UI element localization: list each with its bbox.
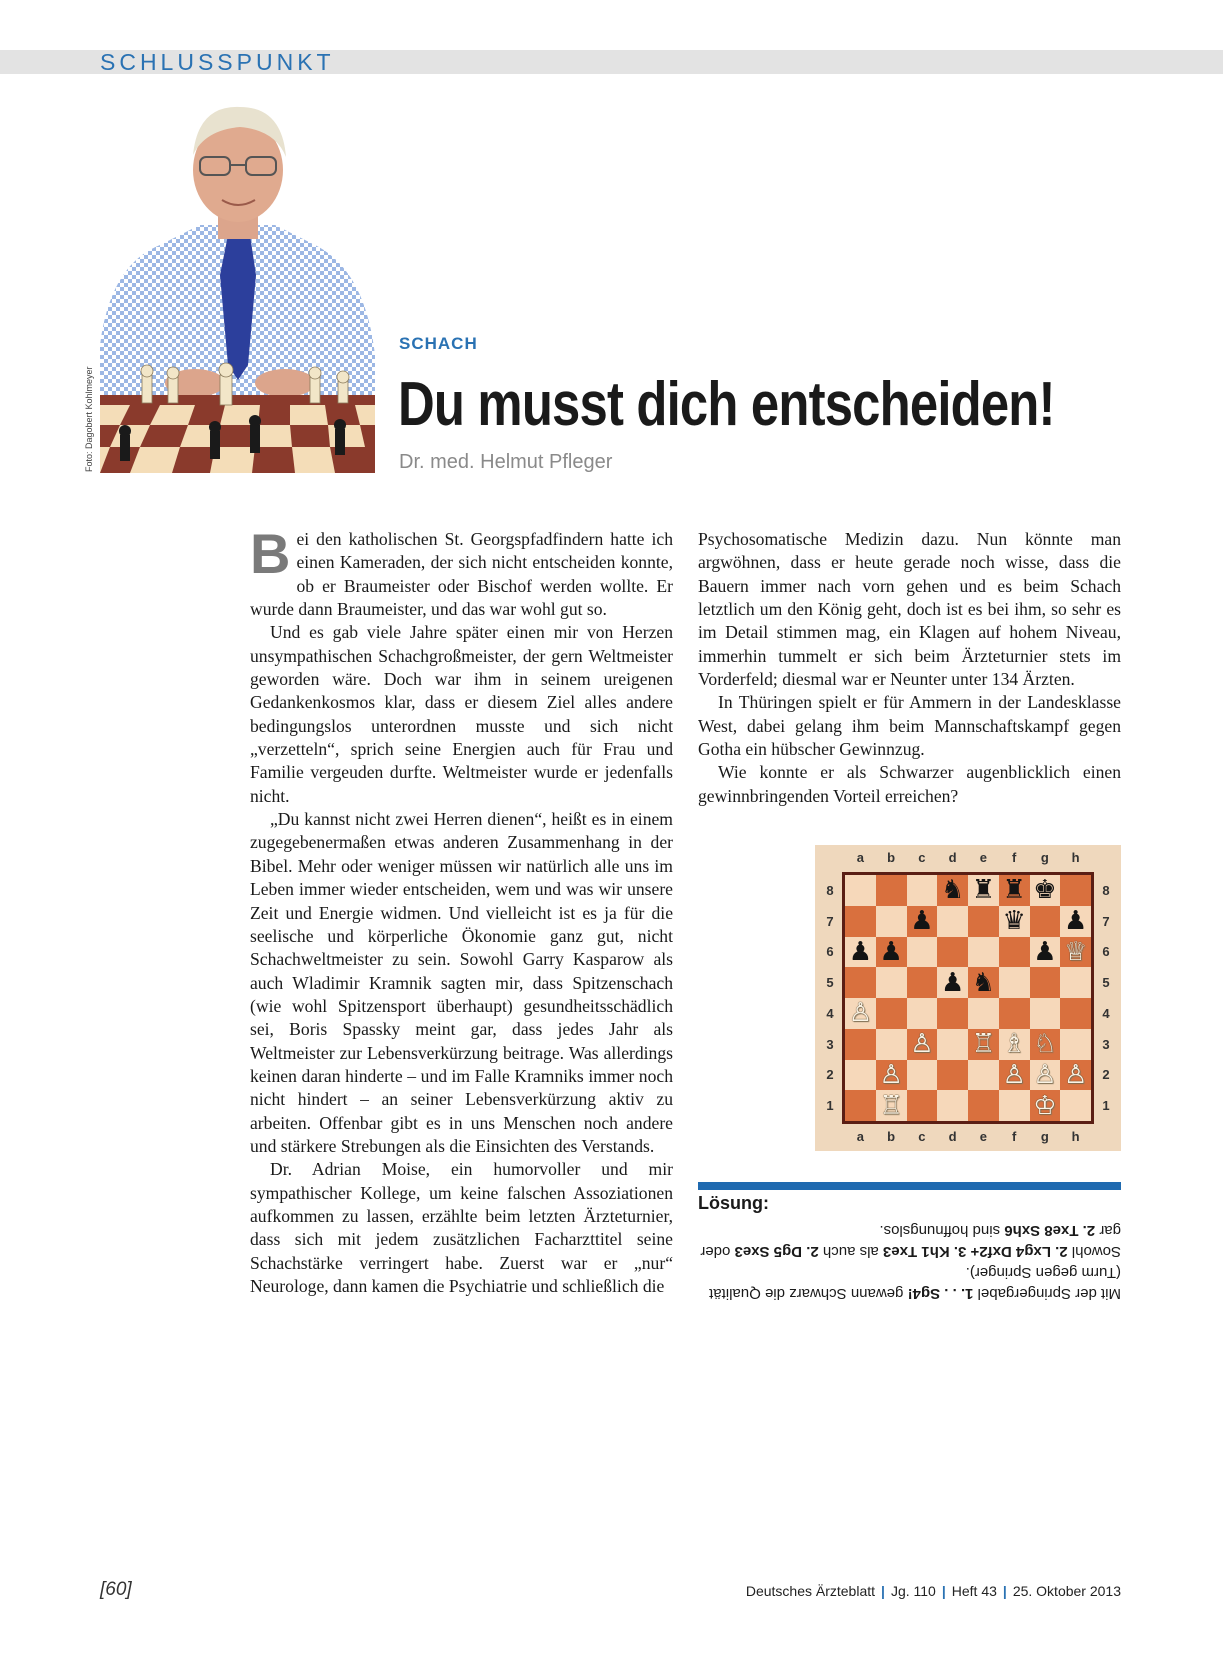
paragraph-7: Wie konnte er als Schwarzer augenblicklich einen gewinnbringenden Vorteil erreichen? [698, 762, 1121, 806]
board-files-bottom [845, 1129, 1091, 1147]
file-label: a [856, 1129, 864, 1144]
footer-separator: | [881, 1583, 885, 1599]
board-square-h6 [1060, 937, 1091, 968]
solution-line-2 [698, 1220, 1121, 1262]
solution-text: sind hoffnungslos. [879, 1222, 1005, 1239]
rank-label: 2 [826, 1067, 834, 1083]
board-square-b1 [876, 1090, 907, 1121]
paragraph-1-text: ei den katholischen St. Georgspfadfindern hatte ich einen Kameraden, der sich nicht entscheiden konnte, ob er Braumeister oder Bischof werden wollte. Er wurde dann Braumeister, und das war wohl gut so. [250, 529, 673, 620]
white-piece: ♖ [879, 1090, 903, 1121]
black-piece: ♟ [940, 967, 965, 998]
rank-label: 2 [1102, 1067, 1110, 1083]
board-square-b3 [876, 1029, 907, 1060]
white-piece: ♙ [1002, 1059, 1026, 1090]
board-square-f6 [999, 937, 1030, 968]
white-piece: ♔ [1033, 1090, 1057, 1121]
white-piece: ♘ [1033, 1029, 1057, 1060]
white-piece: ♙ [848, 998, 873, 1029]
footer-separator: | [941, 1583, 946, 1599]
board-square-g2 [1030, 1060, 1061, 1091]
solution-move: 1. . . Sg4! [907, 1285, 974, 1302]
board-square-g4 [1030, 998, 1061, 1029]
paragraph-2: Und es gab viele Jahre später einen mir von Herzen unsympathischen Schachgroßmeister, der gern Weltmeister geworden wäre. Doch war ihm in seinem ureigenen Gedankenkosmos klar, dass er diesem Ziel alles andere bedingungslos unterordnen musste und sich nicht „verzetteln“, sprich seine Energien auch für Frau und Familie vergeuden durfte. Weltmeister wurde er jedenfalls nicht. [250, 622, 673, 806]
page-number: [60] [100, 1579, 132, 1600]
board-square-a6 [845, 937, 876, 968]
board-square-a4 [845, 998, 876, 1029]
article-kicker: SCHACH [399, 334, 478, 353]
board-square-e2 [968, 1060, 999, 1091]
board-square-c8 [907, 875, 938, 906]
board-square-f2 [999, 1060, 1030, 1091]
board-ranks-left [821, 875, 839, 1121]
article-author: Dr. med. Helmut Pfleger [399, 451, 613, 473]
board-square-f8 [999, 875, 1030, 906]
board-square-h5 [1060, 967, 1091, 998]
solution-text: Mit der Springergabel [973, 1285, 1121, 1302]
rank-label: 7 [826, 913, 834, 929]
file-label: d [948, 850, 957, 865]
board-square-e7 [968, 906, 999, 937]
rank-label: 3 [826, 1036, 834, 1052]
file-label: f [1011, 850, 1017, 865]
journal-name: Deutsches Ärzteblatt [745, 1583, 876, 1599]
solution-text: als auch [818, 1243, 883, 1260]
board-square-b8 [876, 875, 907, 906]
board-square-f5 [999, 967, 1030, 998]
rank-label: 4 [1102, 1005, 1110, 1021]
white-piece: ♗ [1002, 1029, 1026, 1060]
board-ranks-right [1097, 875, 1115, 1121]
board-square-c6 [907, 937, 938, 968]
board-square-f1 [999, 1090, 1030, 1121]
board-square-e5 [968, 967, 999, 998]
drop-cap: B [250, 522, 291, 585]
footer-citation [746, 1583, 1121, 1599]
paragraph-1 [250, 522, 673, 621]
solution-heading: Lösung: [698, 1193, 769, 1213]
file-label: f [1011, 1129, 1017, 1144]
board-square-e1 [968, 1090, 999, 1121]
rank-label: 8 [1102, 882, 1110, 898]
board-square-g8 [1030, 875, 1061, 906]
board-square-h4 [1060, 998, 1091, 1029]
rank-label: 6 [1102, 944, 1110, 960]
solution-text: gewann Schwarz die Qualität (Turm gegen Springer). [709, 1264, 1121, 1302]
black-piece: ♟ [1033, 936, 1057, 967]
board-square-h8 [1060, 875, 1091, 906]
journal-date: 25. Oktober 2013 [1012, 1583, 1121, 1599]
file-label: g [1040, 1129, 1049, 1144]
board-square-h7 [1060, 906, 1091, 937]
board-square-g3 [1030, 1029, 1061, 1060]
board-square-e6 [968, 937, 999, 968]
article-title: Du musst dich entscheiden! [398, 370, 1055, 439]
file-label: a [856, 850, 864, 865]
rank-label: 3 [1102, 1036, 1110, 1052]
board-square-f7 [999, 906, 1030, 937]
rank-label: 1 [1102, 1098, 1110, 1114]
rank-label: 4 [826, 1005, 834, 1021]
board-files-top [845, 850, 1091, 868]
chess-board [842, 872, 1094, 1124]
section-label: SCHLUSSPUNKT [100, 49, 335, 75]
article-column-left [250, 522, 673, 1298]
black-piece: ♞ [971, 967, 996, 998]
board-square-c2 [907, 1060, 938, 1091]
board-square-d4 [937, 998, 968, 1029]
board-square-h1 [1060, 1090, 1091, 1121]
board-square-g1 [1030, 1090, 1061, 1121]
journal-volume: Jg. 110 [890, 1583, 936, 1599]
board-square-c5 [907, 967, 938, 998]
board-square-a2 [845, 1060, 876, 1091]
board-square-h2 [1060, 1060, 1091, 1091]
solution-text: oder gar [700, 1222, 1121, 1260]
file-label: e [979, 850, 987, 865]
white-piece: ♙ [910, 1029, 934, 1060]
board-square-f3 [999, 1029, 1030, 1060]
board-square-c3 [907, 1029, 938, 1060]
black-piece: ♜ [1002, 875, 1026, 906]
board-square-e8 [968, 875, 999, 906]
board-square-f4 [999, 998, 1030, 1029]
solution-text-upside-down [698, 1220, 1121, 1304]
rank-label: 5 [1102, 975, 1110, 991]
board-square-d2 [937, 1060, 968, 1091]
board-square-b5 [876, 967, 907, 998]
board-square-c7 [907, 906, 938, 937]
file-label: g [1040, 850, 1049, 865]
chess-diagram [815, 845, 1121, 1151]
author-photo [100, 95, 375, 473]
board-square-g7 [1030, 906, 1061, 937]
board-square-d7 [937, 906, 968, 937]
black-piece: ♚ [1033, 875, 1057, 906]
board-square-a5 [845, 967, 876, 998]
file-label: c [918, 1129, 926, 1144]
white-piece: ♖ [971, 1029, 996, 1060]
article-column-right [698, 528, 1121, 808]
paragraph-5: Psychosomatische Medizin dazu. Nun könnte man argwöhnen, dass er heute gerade noch wisse, dass die Bauern immer nach vorn gehen und es beim Schach letztlich um den König geht, doch ist es bei ihm, so sehr es im Detail stimmen mag, ein Klagen auf hohem Niveau, immerhin tummelt er sich beim Ärzteturnier stets im Vorderfeld; diesmal war er Neunter unter 134 Ärzten. [698, 529, 1121, 690]
rank-label: 8 [826, 882, 834, 898]
board-square-g6 [1030, 937, 1061, 968]
board-square-b4 [876, 998, 907, 1029]
solution-move: 2. Dg5 Sxe3 [734, 1243, 819, 1260]
white-piece: ♙ [879, 1059, 903, 1090]
black-piece: ♜ [971, 875, 996, 906]
chess-board-grid [845, 875, 1091, 1121]
journal-issue: Heft 43 [951, 1583, 997, 1599]
white-piece: ♕ [1063, 936, 1088, 967]
black-piece: ♛ [1002, 906, 1026, 937]
file-label: h [1071, 850, 1080, 865]
black-piece: ♞ [940, 875, 965, 906]
paragraph-3: „Du kannst nicht zwei Herren dienen“, heißt es in einem zugegebenermaßen etwas anderen Zusammenhang in der Bibel. Mehr oder weniger müssen wir natürlich alle uns im Leben immer wieder entscheiden, wem und was wir unsere Zeit und Energie widmen. Und vielleicht ist es ja für die seelische und körperliche Ökonomie ganz gut, nicht Schachweltmeister zu sein. Sowohl Garry Kasparow als auch Wladimir Kramnik sagten mir, dass Spitzenschach (wie wohl Spitzensport überhaupt) gesundheitsschädlich sei, Boris Spassky meint gar, dass jedes Jahr als Weltmeister zur Lebensverkürzung beitrage. Was allerdings keinen daran hinderte – und im Falle Kramniks immer noch nicht hindert – an seiner Lebensverkürzung aktiv zu arbeiten. Offenbar gibt es in uns Menschen noch andere und stärkere Strebungen als die Einsichten des Verstands. [250, 809, 673, 1156]
file-label: c [918, 850, 926, 865]
file-label: d [948, 1129, 957, 1144]
board-square-d1 [937, 1090, 968, 1121]
solution-text: Sowohl [1067, 1243, 1121, 1260]
board-square-d5 [937, 967, 968, 998]
file-label: h [1071, 1129, 1080, 1144]
rank-label: 1 [826, 1098, 834, 1114]
black-piece: ♟ [1063, 906, 1088, 937]
file-label: b [887, 850, 896, 865]
board-square-b2 [876, 1060, 907, 1091]
rank-label: 5 [826, 975, 834, 991]
photo-credit: Foto: Dagobert Kohlmeyer [84, 366, 94, 472]
rank-label: 7 [1102, 913, 1110, 929]
paragraph-4: Dr. Adrian Moise, ein humorvoller und mir sympathischer Kollege, um keine falschen Assoziationen aufkommen zu lassen, erzählte beim letzten Ärzteturnier, dass sich mit jedem zusätzlichen Facharzttitel seine Schachstärke verringert habe. Zuerst war er „nur“ Neurologe, dann kamen die Psychiatrie und schließlich die [250, 1159, 673, 1296]
solution-bar [698, 1182, 1121, 1190]
rank-label: 6 [826, 944, 834, 960]
board-square-b7 [876, 906, 907, 937]
white-piece: ♙ [1033, 1059, 1057, 1090]
board-square-a3 [845, 1029, 876, 1060]
board-square-d8 [937, 875, 968, 906]
board-square-c1 [907, 1090, 938, 1121]
file-label: b [887, 1129, 896, 1144]
board-square-h3 [1060, 1029, 1091, 1060]
author-photo-illustration [100, 95, 375, 473]
board-square-e4 [968, 998, 999, 1029]
board-square-c4 [907, 998, 938, 1029]
footer-separator: | [1002, 1583, 1007, 1599]
solution-move: 2. Lxg4 Dxf2+ 3. Kh1 Txe3 [882, 1243, 1068, 1260]
board-square-a7 [845, 906, 876, 937]
board-square-a8 [845, 875, 876, 906]
paragraph-6: In Thüringen spielt er für Ammern in der Landesklasse West, dabei gelang ihm beim Mannschaftskampf gegen Gotha ein hübscher Gewinnzug. [698, 692, 1121, 760]
white-piece: ♙ [1063, 1059, 1088, 1090]
solution-move: 2. Txe8 Sxh6 [1004, 1222, 1096, 1239]
board-square-b6 [876, 937, 907, 968]
black-piece: ♟ [848, 936, 873, 967]
black-piece: ♟ [879, 936, 903, 967]
board-square-d6 [937, 937, 968, 968]
board-square-g5 [1030, 967, 1061, 998]
board-square-e3 [968, 1029, 999, 1060]
board-square-a1 [845, 1090, 876, 1121]
solution-line-1 [698, 1262, 1121, 1304]
black-piece: ♟ [910, 906, 934, 937]
file-label: e [979, 1129, 987, 1144]
board-square-d3 [937, 1029, 968, 1060]
